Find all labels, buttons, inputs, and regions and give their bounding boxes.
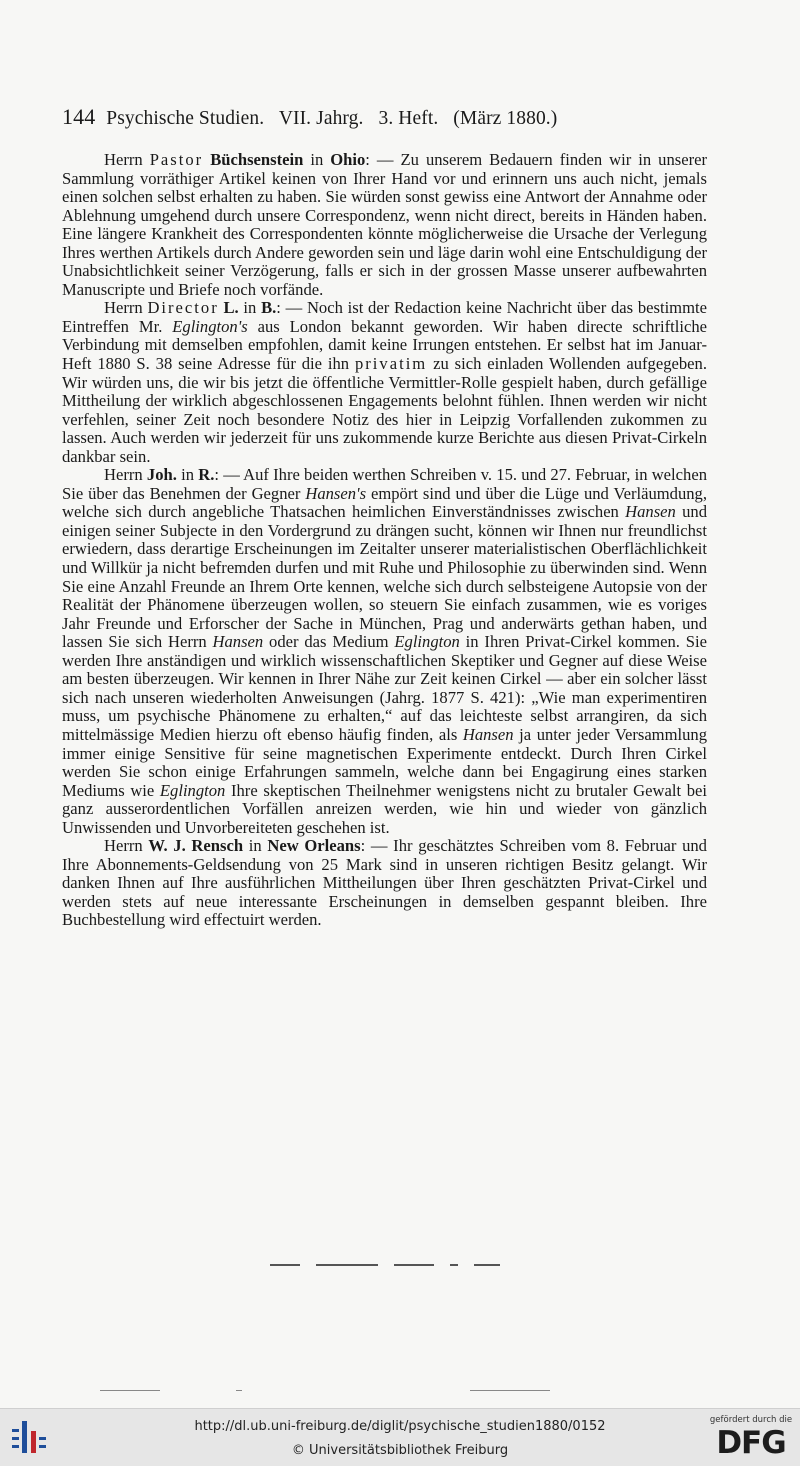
footer-bar — [0, 1408, 800, 1466]
divider-dash — [270, 1264, 300, 1265]
journal-title: Psychische Studien. — [106, 108, 265, 129]
addressee-title: Director — [147, 298, 219, 318]
salutation: Herrn — [104, 298, 148, 318]
italic-name: Eglington's — [172, 316, 248, 336]
salutation: Herrn — [104, 836, 149, 856]
paragraph-text: aus London bekannt geworden. Wir haben directe schriftliche Verbindung mit demselben empfohlen, damit keine Irrungen entstehen. Er selbst hat im Januar-Heft 1880 S. 38 seine Adresse für die ihn — [62, 316, 707, 374]
italic-name: Hansen — [212, 632, 264, 652]
connector: in — [238, 298, 262, 318]
spaced-word: privatim — [354, 354, 428, 374]
addressee-title: Pastor — [149, 150, 204, 169]
paragraph-text: : — Auf Ihre beiden werthen Schreiben v. 15. und 27. Februar, in welchen Sie über das Benehmen der Gegner — [62, 465, 707, 503]
addressee-place: Ohio — [330, 150, 366, 169]
paragraph-text: empört sind und über die Lüge und Verläumdung, welche sich durch angebliche Thatsachen heimlichen Einverständnisses zwischen — [62, 483, 708, 522]
addressee-place: New Orleans — [267, 836, 361, 856]
document-url-link[interactable]: http://dl.ub.uni-freiburg.de/diglit/psychische_studien1880/0152 — [194, 1419, 606, 1434]
divider-dash — [450, 1264, 458, 1265]
paragraph-rensch — [62, 837, 707, 930]
section-divider — [270, 1262, 500, 1268]
divider-dash — [394, 1264, 434, 1265]
italic-name: Hansen — [462, 724, 514, 744]
scan-mark — [470, 1390, 550, 1391]
volume: VII. Jahrg. — [278, 108, 364, 129]
addressee-name: Joh. — [146, 465, 177, 485]
paragraph-text: : — Zu unserem Bedauern finden wir in unserer Sammlung vorräthiger Artikel keinen von Ihrer Hand vor und erinnern uns auch nicht, jemals einen solchen selbst erhalten zu haben. Sie würden sonst gewiss eine Antwort der Annahme oder Ablehnung umgehend durch unsere Correspondenz, wenn nicht direct, bereits in Händen haben. Eine längere Krankheit des Correspondenten könnte möglicherweise die Ursache der Verlegung Ihres werthen Artikels durch Andere geworden sein und läge darin wohl eine Entschuldigung der Unabsichtlichkeit seiner Verzögerung, falls er sich in der grossen Masse unserer aufbewahrten Manuscripte und Briefe noch vorfände. — [62, 150, 707, 299]
running-header — [62, 104, 662, 134]
connector: in — [303, 150, 331, 169]
paragraph-text: in Ihren Privat-Cirkel kommen. Sie werden Ihre anständigen und wirklich wissenschaftlichen Skeptiker und Gegner auf diese Weise am besten überzeugen. Wir kennen in Ihrer Nähe zur Zeit keinen Cirkel — aber ein solcher lässt sich nach unseren wiederholten Anweisungen (Jahrg. 1877 S. 421): „Wie man experimentiren muss, um psychische Phänomene zu erhalten,“ auf das leichteste selbst arrangiren, da sich mittelmässige Medien hierzu oft ebenso häufig finden, als — [62, 632, 707, 744]
italic-name: Hansen — [625, 502, 676, 522]
italic-name: Eglington — [394, 632, 460, 652]
scan-mark — [100, 1390, 160, 1391]
copyright-notice: © Universitätsbibliothek Freiburg — [291, 1443, 509, 1458]
paragraph-joh — [62, 466, 707, 837]
paragraph-director — [62, 299, 707, 466]
scan-edge-marks — [0, 1390, 800, 1400]
paragraph-text: ja unter jeder Versammlung immer einige Sensitive für seine magnetischen Experimente entdeckt. Durch Ihren Cirkel werden Sie schon einige Erfahrungen sammeln, welche dann bei Engagirung eines starken Mediums wie — [62, 724, 707, 800]
connector: in — [243, 836, 268, 856]
addressee-place: B. — [261, 298, 277, 318]
paragraph-text: : — Ihr geschätztes Schreiben vom 8. Februar und Ihre Abonnements-Geldsendung von 25 Mark sind in unseren richtigen Besitz gelangt. Wir danken Ihnen auf Ihre ausführlichen Mittheilungen über Ihren geschätzten Privat-Cirkel und werden stets auf neue interessante Erscheinungen in demselben gespannt bleiben. Ihre Buchbestellung wird effectuirt werden. — [62, 836, 707, 930]
addressee-place: R. — [198, 465, 215, 485]
paragraph-text: Ihre skeptischen Theilnehmer wenigstens nicht zu brutaler Gewalt bei ganz ausserordentlichen Vorfällen anreizen werden, wie hin und wieder von gänzlich Unwissenden und Unvorbereiteten geschehen ist. — [62, 780, 707, 837]
italic-name: Eglington — [159, 780, 226, 800]
addressee-name: Büchsenstein — [203, 150, 304, 169]
addressee-name: L. — [218, 298, 239, 318]
sponsor-label: gefördert durch die — [709, 1415, 793, 1425]
divider-dash — [474, 1264, 500, 1265]
italic-name: Hansen's — [305, 483, 367, 503]
paragraph-buechsenstein — [62, 151, 707, 299]
paragraph-text: oder das Medium — [263, 632, 395, 652]
page-number: 144 — [62, 104, 96, 129]
paragraph-text: zu sich einladen Wollenden aufgegeben. Wir würden uns, die wir bis jetzt die öffentliche Vermittler-Rolle gespielt haben, durch gefällige Mittheilung der wirklich abgeschlossenen Engagements belohnt fühlen. Ihnen werden wir nicht verfehlen, seiner Zeit noch besondere Notiz des hier in Leipzig Vorfallenden zukommen zu lassen. Auch werden wir jederzeit für uns zukommende kurze Berichte aus diesen Privat-Cirkeln dankbar sein. — [62, 354, 707, 466]
salutation: Herrn — [104, 465, 147, 485]
divider-dash — [316, 1264, 378, 1265]
dfg-logo[interactable]: DFG — [716, 1425, 786, 1461]
scan-mark — [236, 1390, 242, 1391]
body-text — [62, 151, 707, 930]
paragraph-text: : — Noch ist der Redaction keine Nachricht über das bestimmte Eintreffen Mr. — [62, 298, 707, 336]
connector: in — [176, 465, 199, 485]
addressee-name: W. J. Rensch — [148, 836, 244, 856]
issue-date: (März 1880.) — [453, 108, 558, 129]
salutation: Herrn — [104, 150, 150, 169]
paragraph-text: und einigen seiner Subjecte in den Vordergrund zu drängen sucht, können wir Ihnen nur freundlichst erwiedern, dass derartige Erscheinungen im Zeitalter unserer materialistischen Oberflächlichkeit und Willkür ja nicht befremden durfen und mit Ruhe und Philosophie zu überwinden sind. Wenn Sie eine Anzahl Freunde an Ihrem Orte kennen, welche sich durch selbsteigene Autopsie von der Realität der Phänomene überzeugen wollen, so steuern Sie einfach zusammen, wie es voriges Jahr Freunde und Erforscher der Sache in München, Prag und anderwärts gethan haben, und lassen Sie sich Herrn — [62, 502, 707, 652]
issue: 3. Heft. — [378, 108, 439, 129]
